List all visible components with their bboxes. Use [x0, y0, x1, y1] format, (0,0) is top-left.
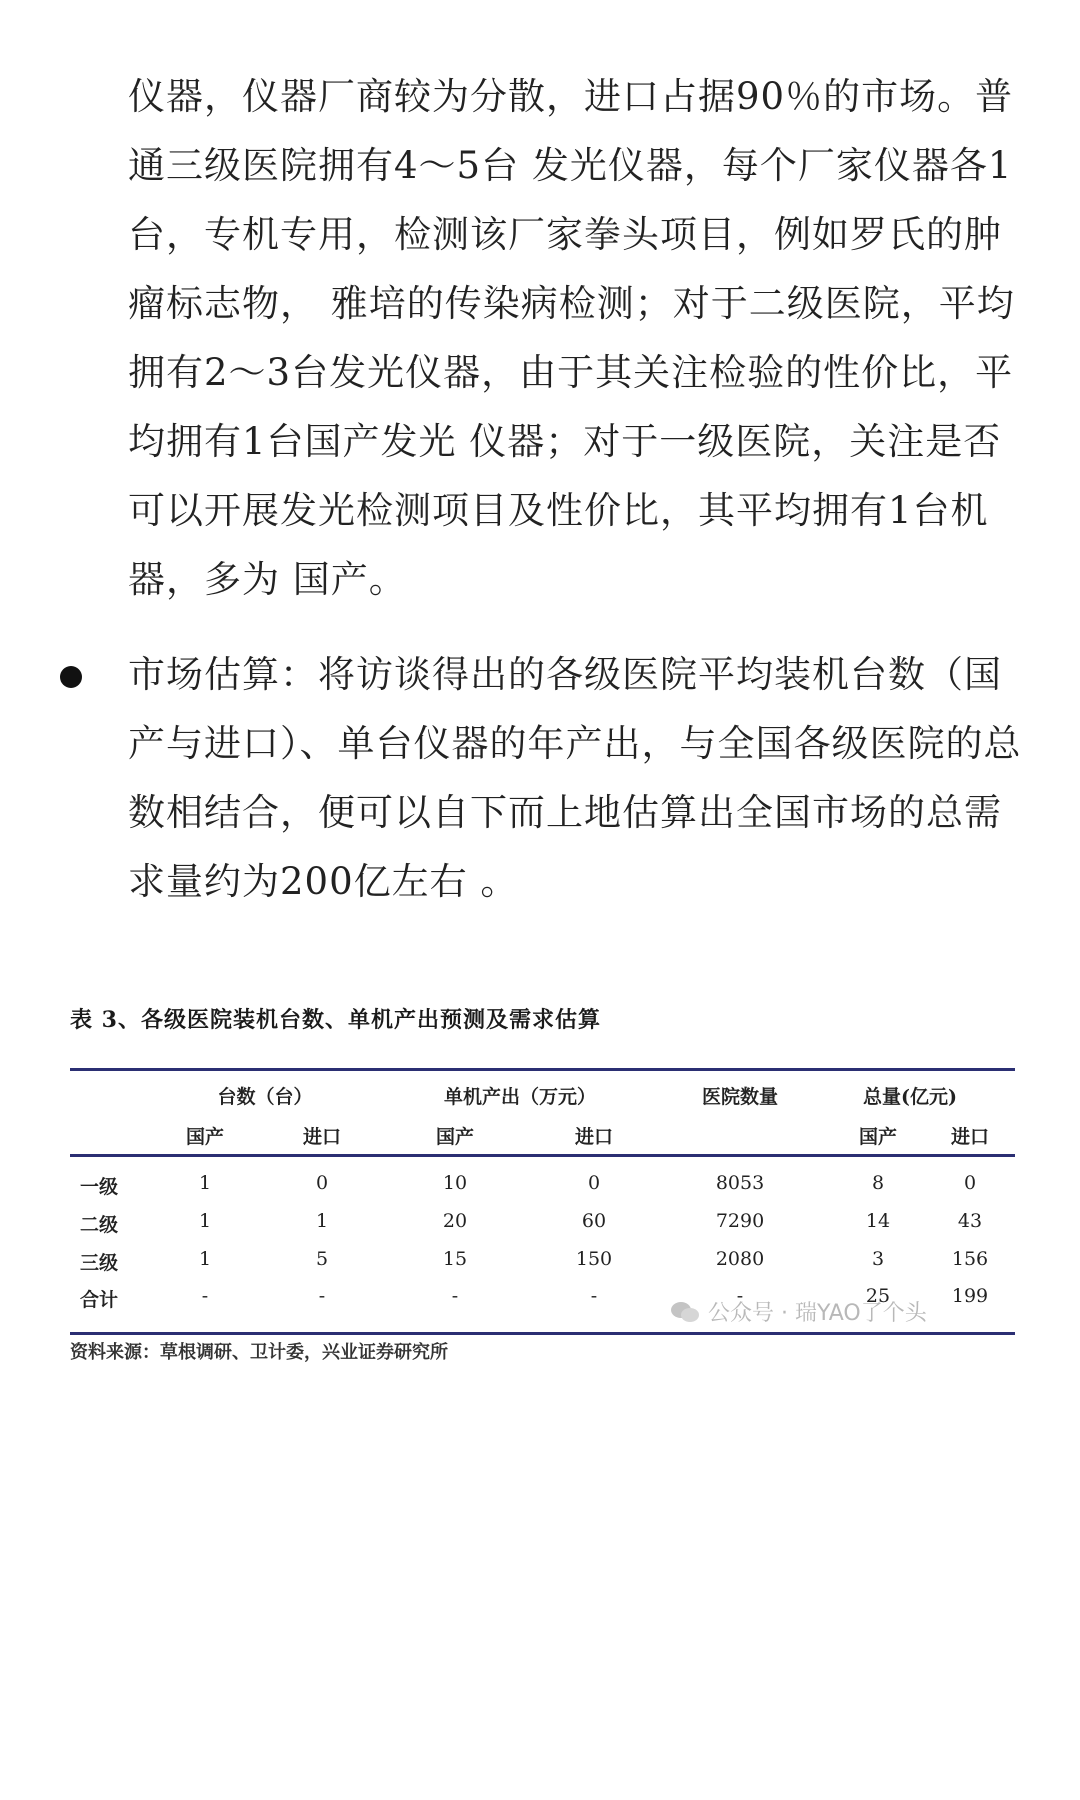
- table-cell: 1: [315, 1210, 329, 1232]
- data-table: [70, 1000, 1020, 1363]
- table-cell: -: [736, 1285, 744, 1307]
- table-cell: 60: [581, 1210, 607, 1232]
- wechat-icon: [670, 1301, 700, 1323]
- table-cell: 25: [865, 1285, 891, 1307]
- body-paragraph: 仪器，仪器厂商较为分散，进口占据90％的市场。普通三级医院拥有4～5台 发光仪器，每个厂家仪器各1台，专机专用，检测该厂家拳头项目，例如罗氏的肿瘤标志物， 雅培的传染病检测；对于二级医院，平均拥有2～3台发光仪器，由于其关注检验的性价比，平均拥有1台国产发光 仪器；对于一级医院，关注是否可以开展发光检测项目及性价比，其平均拥有1台机器，多为 国产。: [128, 75, 1015, 601]
- table-cell: 43: [957, 1210, 983, 1232]
- table-cell: 14: [865, 1210, 891, 1232]
- table-cell: 1: [198, 1248, 212, 1270]
- table-caption: 表 3、各级医院装机台数、单机产出预测及需求估算: [70, 1007, 601, 1033]
- table-cell: 0: [587, 1172, 601, 1194]
- table-cell: 1: [198, 1210, 212, 1232]
- group-header-units: 台数（台）: [217, 1086, 313, 1108]
- table-cell: 0: [315, 1172, 329, 1194]
- row-label: 一级: [80, 1176, 119, 1198]
- table-header-rule: [70, 1154, 1015, 1157]
- table-top-rule: [70, 1068, 1015, 1071]
- watermark: [670, 1296, 927, 1327]
- table-source-note: 资料来源：草根调研、卫计委，兴业证券研究所: [70, 1342, 448, 1363]
- table-cell: -: [451, 1285, 459, 1307]
- table-cell: 8: [871, 1172, 885, 1194]
- table-cell: 20: [442, 1210, 468, 1232]
- row-label: 合计: [80, 1289, 119, 1311]
- sub-header-domestic: 国产: [185, 1126, 224, 1148]
- table-cell: 2080: [715, 1248, 765, 1270]
- table-cell: 156: [951, 1248, 989, 1270]
- bullet-text: 市场估算：将访谈得出的各级医院平均装机台数（国产与进口）、单台仪器的年产出，与全国各级医院的总数相结合，便可以自下而上地估算出全国市场的总需求量约为200亿左右 。: [128, 653, 1022, 903]
- table-cell: -: [201, 1285, 209, 1307]
- table-cell: -: [590, 1285, 598, 1307]
- group-header-hospitals: 医院数量: [701, 1086, 778, 1108]
- table-cell: 150: [575, 1248, 613, 1270]
- table-cell: 15: [442, 1248, 468, 1270]
- sub-header-import: 进口: [950, 1126, 989, 1148]
- table-bottom-rule: [70, 1332, 1015, 1335]
- table-cell: 199: [951, 1285, 989, 1307]
- group-header-output: 单机产出（万元）: [443, 1086, 596, 1108]
- group-header-total: 总量(亿元): [863, 1086, 957, 1108]
- bullet-dot-icon: [60, 666, 82, 688]
- sub-header-import: 进口: [574, 1126, 613, 1148]
- table-cell: 5: [315, 1248, 329, 1270]
- watermark-text: 公众号 · 瑞YAO了个头: [708, 1301, 927, 1326]
- row-label: 三级: [80, 1252, 119, 1274]
- sub-header-import: 进口: [302, 1126, 341, 1148]
- table-cell: 7290: [715, 1210, 765, 1232]
- table-cell: -: [318, 1285, 326, 1307]
- table-cell: 0: [963, 1172, 977, 1194]
- table-cell: 1: [198, 1172, 212, 1194]
- row-label: 二级: [80, 1214, 119, 1236]
- table-cell: 10: [442, 1172, 468, 1194]
- sub-header-domestic: 国产: [435, 1126, 474, 1148]
- table-cell: 3: [871, 1248, 885, 1270]
- table-cell: 8053: [715, 1172, 765, 1194]
- sub-header-domestic: 国产: [858, 1126, 897, 1148]
